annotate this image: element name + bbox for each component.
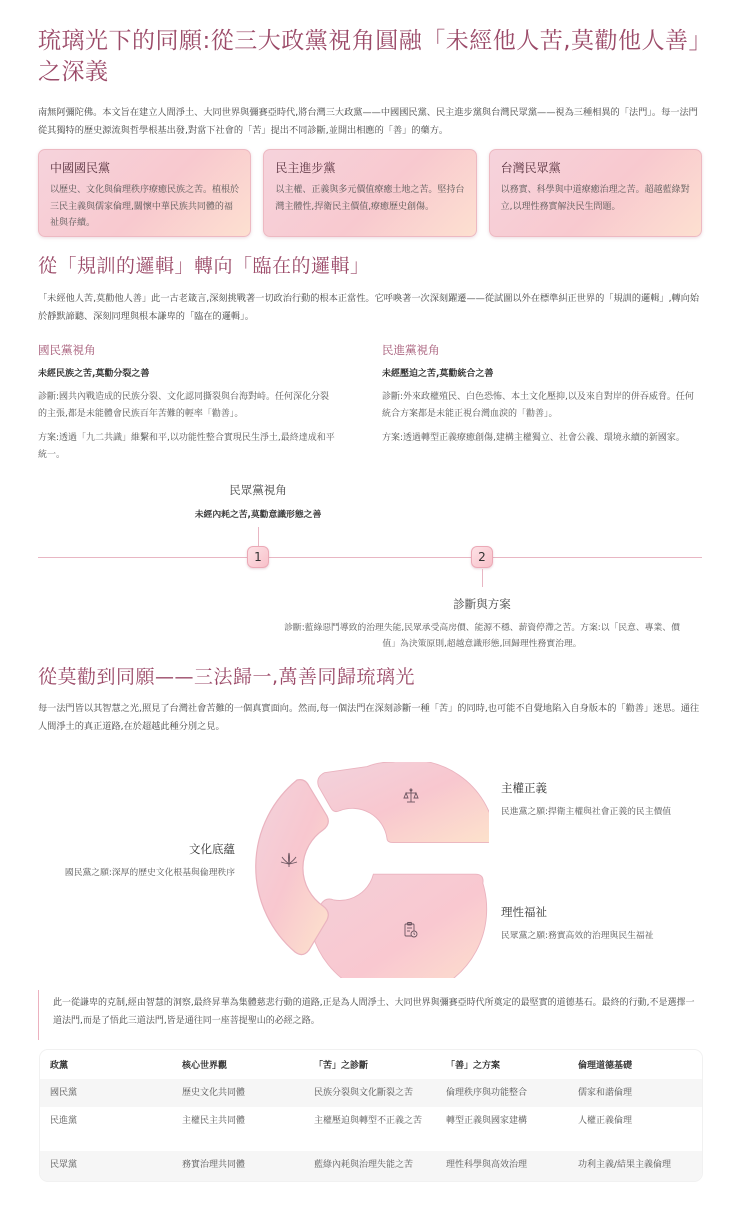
donut-label-desc: 國民黨之願:深厚的歷史文化根基與倫理秩序	[64, 868, 235, 878]
dpp-solution: 方案:透過轉型正義療癒創傷,建構主權獨立、社會公義、環境永續的新國家。	[382, 433, 685, 443]
dpp-perspective-subtitle: 未經壓迫之苦,莫勸統合之善	[382, 369, 494, 379]
kmt-perspective	[38, 342, 338, 471]
table-cell: 主權壓迫與轉型不正義之苦	[314, 1116, 423, 1126]
card-text: 以務實、科學與中道療癒治理之苦。超越藍綠對立,以理性務實解決民生問題。	[500, 185, 690, 212]
table-cell: 藍綠內耗與治理失能之苦	[304, 1151, 436, 1181]
card-title: 中國國民黨	[50, 161, 111, 175]
card-tpp	[489, 149, 702, 237]
kmt-solution: 方案:透過「九二共識」維繫和平,以功能性整合實現民生淨土,最終達成和平統一。	[38, 433, 335, 460]
card-title: 民主進步黨	[275, 161, 336, 175]
table-cell: 理性科學與高效治理	[436, 1151, 568, 1181]
section3-paragraph: 每一法門皆以其智慧之光,照見了台灣社會苦難的一個真實面向。然而,每一個法門在深刻診斷一種「苦」的同時,也可能不自覺地陷入自身版本的「勸善」迷思。通往人間淨土的真正道路,在於超越此種分別之見。	[38, 703, 700, 732]
timeline-line	[38, 557, 702, 558]
section2-paragraph: 「未經他人苦,莫勸他人善」此一古老箴言,深刻挑戰著一切政治行動的根本正當性。它呼喚著一次深刻躍遷——從試圖以外在標準糾正世界的「規訓的邏輯」,轉向始於靜默諦聽、深刻同理與根本謙卑的「臨在的邏輯」。	[38, 293, 700, 322]
card-text: 以歷史、文化與倫理秩序療癒民族之苦。植根於三民主義與儒家倫理,關懷中華民族共同體的福祉與存續。	[50, 185, 240, 228]
donut-label-welfare	[501, 904, 654, 941]
dpp-perspective	[382, 342, 702, 454]
timeline-stem	[482, 569, 483, 587]
card-dpp	[263, 149, 476, 237]
tpp-perspective-subtitle: 未經內耗之苦,莫勸意識形態之善	[194, 510, 322, 520]
donut-label-culture	[38, 841, 235, 878]
diagnosis-solution-title: 診斷與方案	[453, 597, 511, 611]
page-title: 琉璃光下的同願:從三大政黨視角圓融「未經他人苦,莫勸他人善」之深義	[38, 28, 713, 85]
donut-label-desc: 民眾黨之願:務實高效的治理與民生福祉	[501, 931, 654, 941]
table-row	[40, 1079, 702, 1107]
table-cell: 務實治理共同體	[172, 1151, 304, 1181]
table-cell: 歷史文化共同體	[172, 1079, 304, 1107]
comparison-table	[40, 1050, 702, 1181]
table-cell: 人權正義倫理	[578, 1116, 633, 1126]
timeline-node1-label	[158, 482, 358, 520]
col-header-ethics: 倫理道德基礎	[568, 1050, 702, 1079]
timeline-stem	[258, 527, 259, 547]
table-row	[40, 1107, 702, 1151]
donut-label-title: 理性福祉	[501, 905, 547, 919]
dpp-perspective-title: 民進黨視角	[382, 343, 440, 357]
table-header-row	[40, 1050, 702, 1079]
table-row	[40, 1151, 702, 1181]
timeline-node-1: 1	[247, 546, 269, 568]
table-cell: 國民黨	[40, 1079, 172, 1107]
table-cell: 民族分裂與文化斷裂之苦	[304, 1079, 436, 1107]
donut-label-desc: 民進黨之願:捍衛主權與社會正義的民主價值	[501, 807, 672, 817]
table-cell: 民眾黨	[40, 1151, 172, 1181]
section-heading-logic: 從「規訓的邏輯」轉向「臨在的邏輯」	[38, 255, 370, 277]
card-text: 以主權、正義與多元價值療癒土地之苦。堅持台灣主體性,捍衛民主價值,療癒歷史創傷。	[275, 185, 465, 212]
card-title: 台灣民眾黨	[500, 161, 561, 175]
donut-label-title: 主權正義	[501, 781, 547, 795]
table-cell: 轉型正義與國家建構	[446, 1116, 528, 1126]
diagnosis-solution-text: 診斷:藍綠惡鬥導致的治理失能,民眾承受高房價、能源不穩、薪資停滯之苦。方案:以「民意、專業、價值」為決策原則,超越意識形態,回歸理性務實治理。	[284, 623, 680, 649]
table-cell: 儒家和諧倫理	[568, 1079, 702, 1107]
intro-paragraph: 南無阿彌陀佛。本文旨在建立人間淨土、大同世界與彌賽亞時代,將台灣三大政黨——中國國民黨、民主進步黨與台灣民眾黨——視為三種相異的「法門」。每一法門從其獨特的歷史源流與哲學根基出發,對當下社會的「苦」提出不同診斷,並開出相應的「善」的藥方。	[38, 107, 698, 136]
kmt-diagnosis: 診斷:國共內戰造成的民族分裂、文化認同撕裂與台海對峙。任何深化分裂的主張,都是未能體會民族百年苦難的輕率「勸善」。	[38, 392, 330, 419]
kmt-perspective-subtitle: 未經民族之苦,莫勸分裂之善	[38, 369, 150, 379]
timeline-node-2: 2	[471, 546, 493, 568]
segment-cultural-heritage	[256, 780, 329, 955]
dpp-diagnosis: 診斷:外來政權殖民、白色恐怖、本土文化壓抑,以及來自對岸的併吞威脅。任何統合方案都是未能正視台灣血淚的「勸善」。	[382, 392, 694, 419]
col-header-suffering: 「苦」之診斷	[304, 1050, 436, 1079]
table-cell: 主權民主共同體	[182, 1116, 246, 1126]
table-cell: 功利主義/結果主義倫理	[568, 1151, 702, 1181]
table-cell: 倫理秩序與功能整合	[436, 1079, 568, 1107]
col-header-worldview: 核心世界觀	[172, 1050, 304, 1079]
party-cards	[38, 149, 702, 237]
closing-quote: 此一從謙卑的克制,經由智慧的洞察,最終昇華為集體慈悲行動的道路,正是為人間淨土、大同世界與彌賽亞時代所奠定的最堅實的道德基石。最終的行動,不是選擇一道法門,而是了悟此三道法門,皆是通往同一座菩提聖山的必經之路。	[38, 990, 702, 1040]
tpp-perspective-title: 民眾黨視角	[229, 483, 287, 497]
col-header-party: 政黨	[40, 1050, 172, 1079]
kmt-perspective-title: 國民黨視角	[38, 343, 96, 357]
table-cell: 民進黨	[50, 1116, 78, 1126]
col-header-goodness: 「善」之方案	[436, 1050, 568, 1079]
donut-label-title: 文化底蘊	[189, 842, 235, 856]
card-kmt	[38, 149, 251, 237]
three-vows-donut	[253, 762, 489, 978]
donut-label-sovereignty	[501, 780, 671, 817]
segment-rational-welfare	[309, 874, 487, 978]
section-heading-unity: 從莫勸到同願——三法歸一,萬善同歸琉璃光	[38, 666, 416, 688]
timeline-node2-label	[272, 596, 692, 652]
segment-sovereignty-justice	[318, 762, 489, 843]
